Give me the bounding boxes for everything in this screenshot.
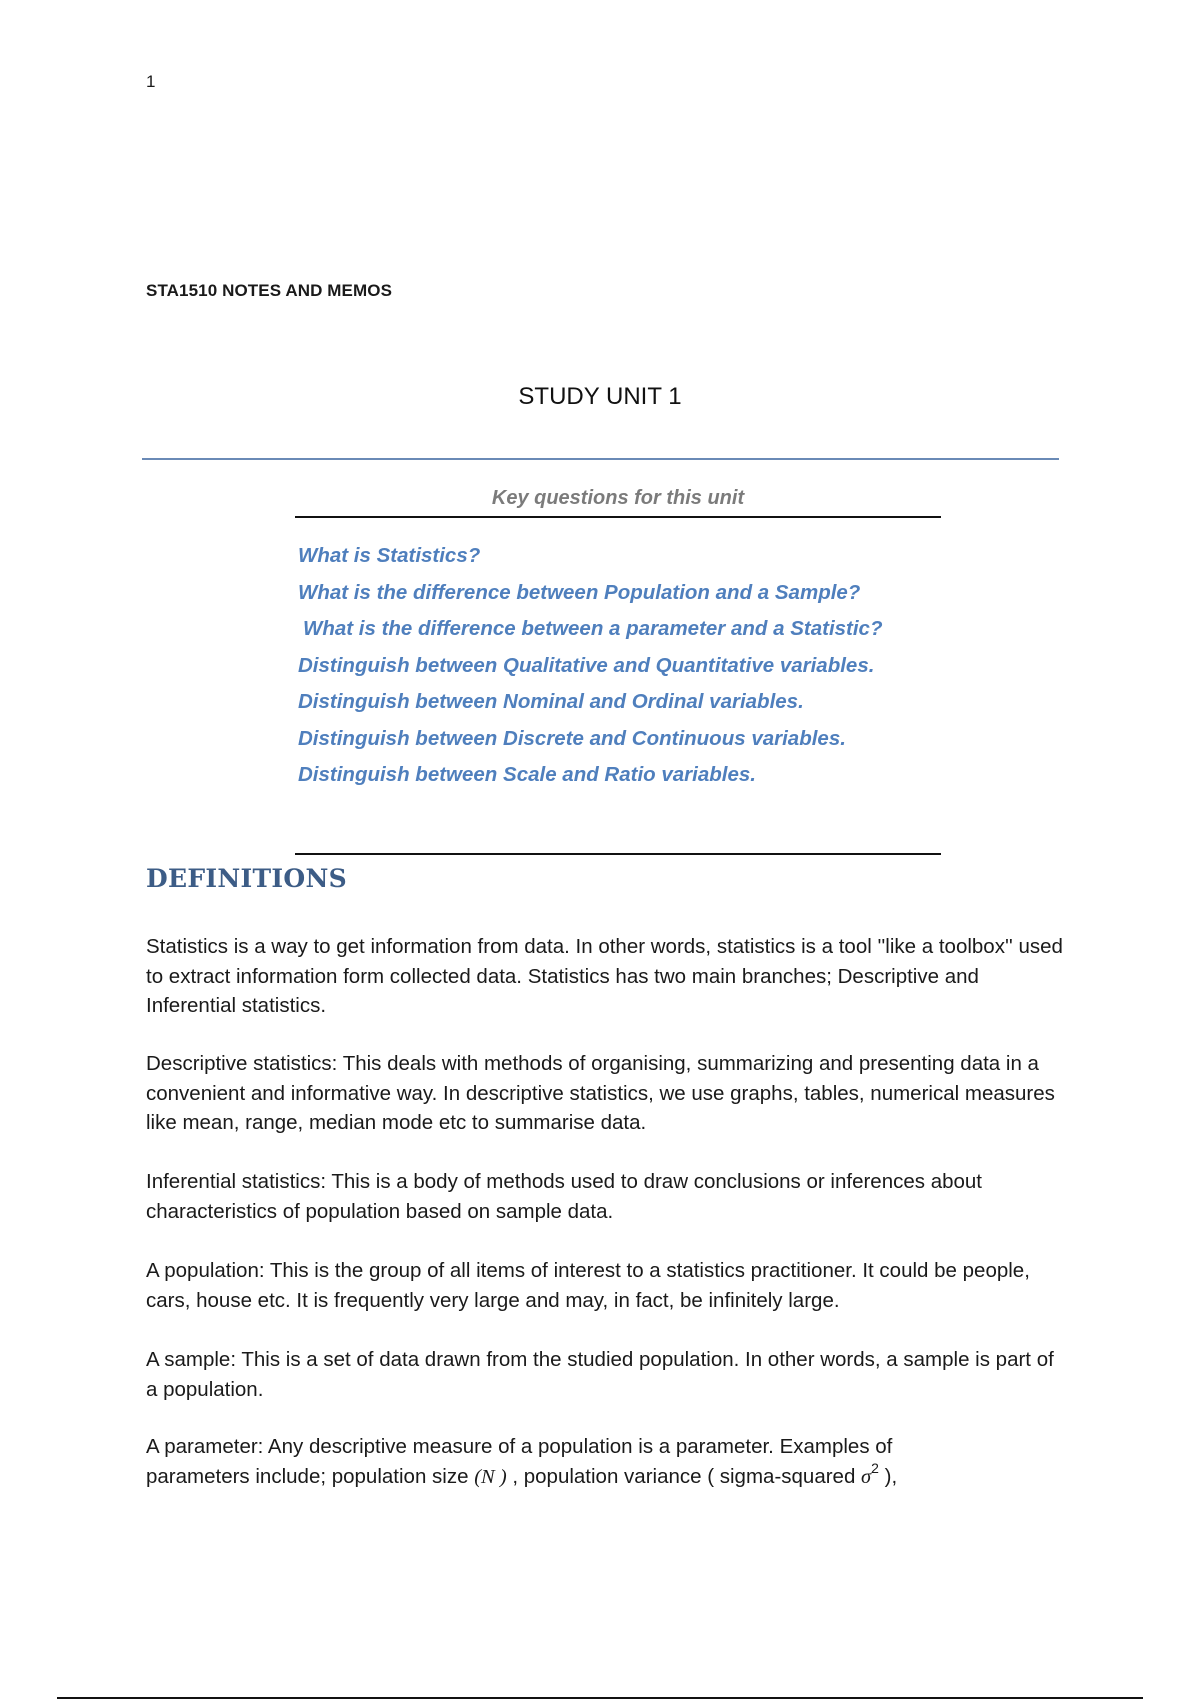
sigma-symbol: σ <box>861 1465 872 1488</box>
key-question: Distinguish between Scale and Ratio variables. <box>298 763 756 786</box>
key-question: Distinguish between Nominal and Ordinal variables. <box>298 690 804 713</box>
page-number: 1 <box>146 72 156 91</box>
key-questions-top-rule <box>295 516 941 518</box>
parameter-line-2-suffix: ), <box>878 1464 898 1488</box>
definition-parameter <box>146 1432 1066 1493</box>
definitions-heading: DEFINITIONS <box>146 864 348 893</box>
key-question: What is the difference between Population and a Sample? <box>298 580 861 604</box>
key-question: What is the difference between a parameter and a Statistic? <box>303 617 883 640</box>
key-questions-list <box>298 538 883 794</box>
title-divider <box>142 458 1059 460</box>
population-size-symbol: (N ) <box>474 1465 507 1488</box>
key-questions-heading: Key questions for this unit <box>491 487 745 509</box>
sigma-superscript: 2 <box>871 1459 879 1476</box>
definition-inferential-statistics: Inferential statistics: This is a body of methods used to draw conclusions or inferences about characteristics of population based on sample data. <box>146 1170 983 1223</box>
definition-sample: A sample: This is a set of data drawn from the studied population. In other words, a sample is part of a population. <box>146 1348 1054 1401</box>
key-question: Distinguish between Qualitative and Quantitative variables. <box>298 653 875 677</box>
parameter-line-1: A parameter: Any descriptive measure of a population is a parameter. Examples of <box>146 1435 893 1458</box>
footer-rule <box>57 1697 1143 1699</box>
parameter-line-2-prefix: parameters include; population size <box>146 1464 475 1488</box>
parameter-line-2-middle: , population variance ( sigma-squared <box>506 1464 862 1488</box>
definition-population: A population: This is the group of all items of interest to a statistics practitioner. It could be people, cars, house etc. It is frequently very large and may, in fact, be infinitely large. <box>146 1259 1030 1312</box>
key-question: What is Statistics? <box>298 544 481 567</box>
key-questions-bottom-rule <box>295 853 941 855</box>
document-header: STA1510 NOTES AND MEMOS <box>146 281 393 300</box>
definition-statistics: Statistics is a way to get information from data. In other words, statistics is a tool ''like a toolbox'' used to extract information form collected data. Statistics has two main branches; Descriptive and Inferential statistics. <box>146 935 1063 1017</box>
unit-title: STUDY UNIT 1 <box>518 383 682 410</box>
definition-descriptive-statistics: Descriptive statistics: This deals with methods of organising, summarizing and presenting data in a convenient and informative way. In descriptive statistics, we use graphs, tables, numerical measures like mean, range, median mode etc to summarise data. <box>146 1052 1055 1134</box>
key-question: Distinguish between Discrete and Continuous variables. <box>298 726 846 750</box>
